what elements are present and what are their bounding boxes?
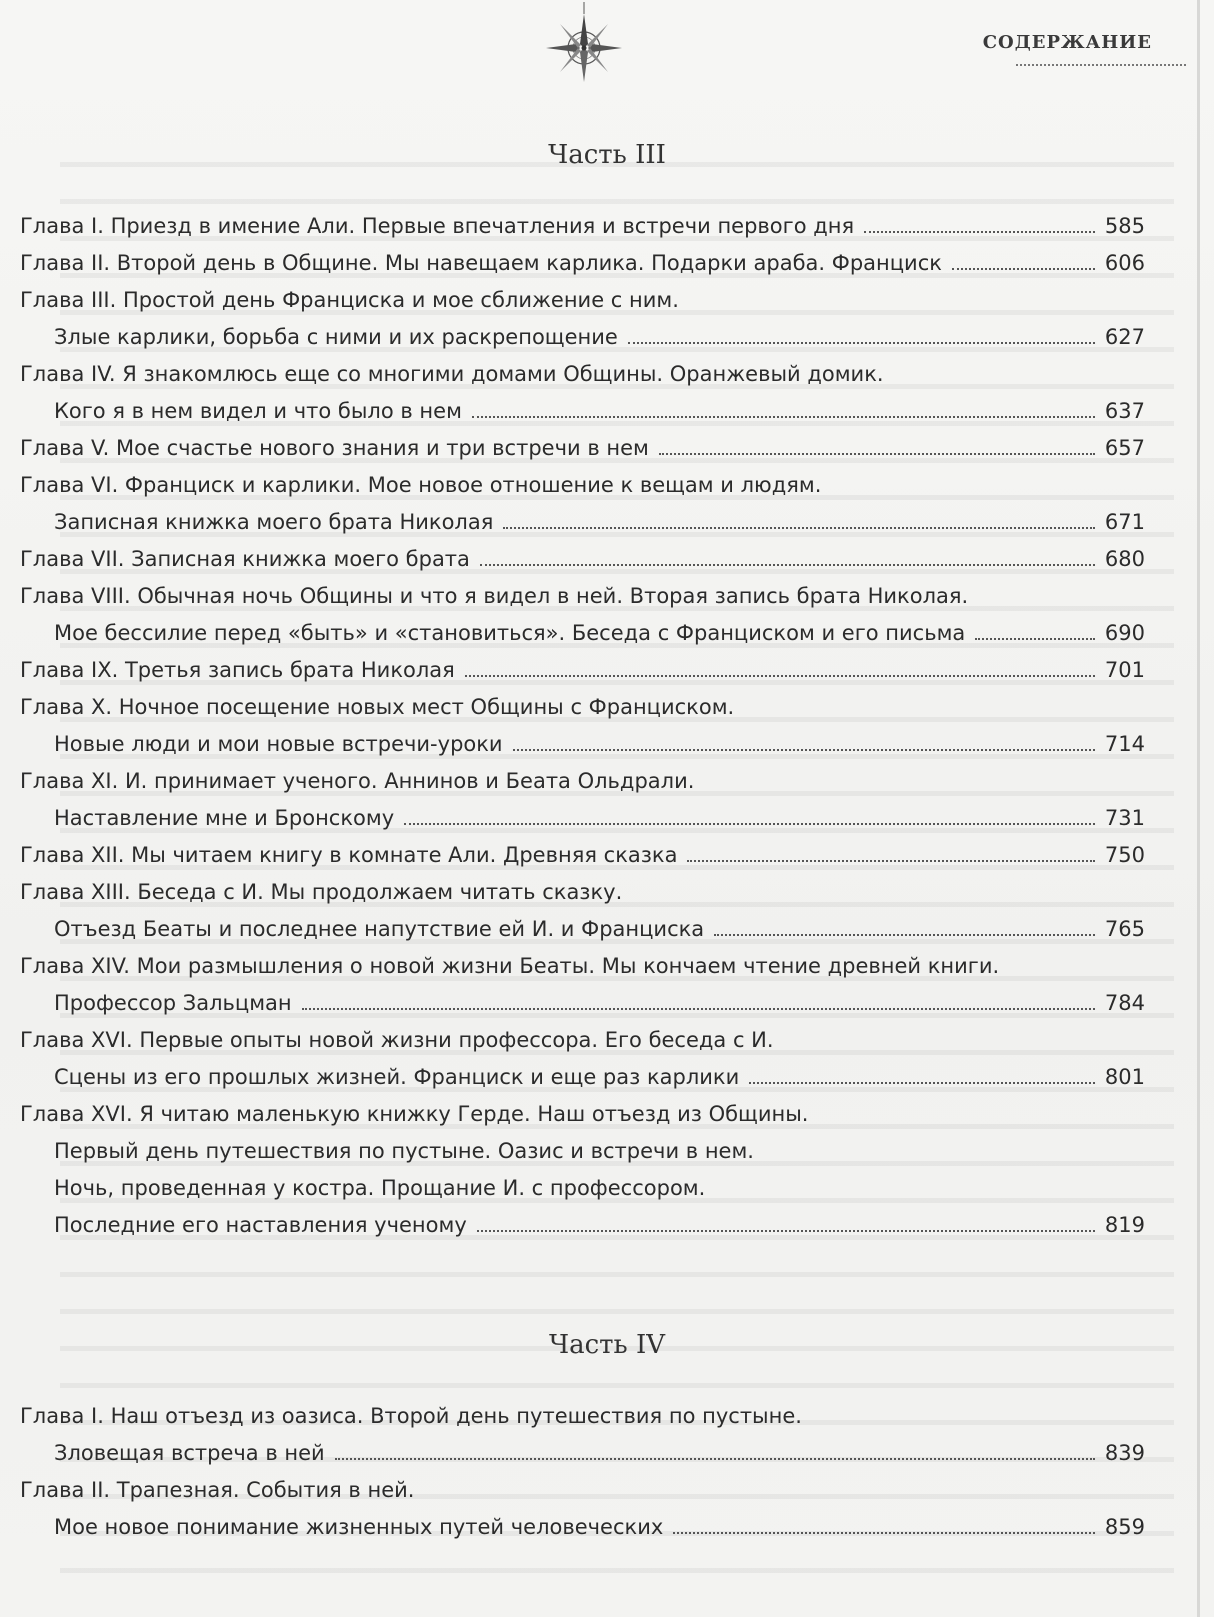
page-number: 731 — [1104, 806, 1145, 830]
chapter-title-text: Злые карлики, борьба с ними и их раскрепощение — [54, 325, 618, 349]
chapter-title-line — [20, 245, 1145, 282]
chapter-title-line — [20, 578, 1145, 615]
toc-entry — [20, 467, 1145, 541]
chapter-title-line — [20, 282, 1145, 319]
chapter-title-continuation — [20, 800, 1145, 837]
chapter-title-line — [20, 467, 1145, 504]
toc-entry — [20, 430, 1145, 467]
dot-leader — [628, 341, 1095, 344]
dot-leader — [749, 1081, 1095, 1084]
chapter-title-text: Записная книжка моего брата Николая — [54, 510, 494, 534]
toc-entry — [20, 356, 1145, 430]
page-number: 701 — [1104, 658, 1145, 682]
dot-leader — [477, 1229, 1095, 1232]
chapter-title-text: Глава I. Приезд в имение Али. Первые впечатления и встречи первого дня — [20, 214, 855, 238]
toc-entry — [20, 208, 1145, 245]
dot-leader — [472, 415, 1095, 418]
chapter-title-continuation — [20, 1207, 1145, 1244]
chapter-title-text: Отъезд Беаты и последнее напутствие ей И. и Франциска — [54, 917, 705, 941]
dot-leader — [513, 748, 1095, 751]
chapter-title-text: Глава XII. Мы читаем книгу в комнате Али. Древняя сказка — [20, 843, 678, 867]
chapter-title-line — [20, 763, 1145, 800]
chapter-title-continuation — [20, 504, 1145, 541]
page-number: 657 — [1104, 436, 1145, 460]
page-number: 606 — [1104, 251, 1145, 275]
chapter-title-text: Глава III. Простой день Франциска и мое сближение с ним. — [20, 288, 679, 312]
chapter-title-text: Первый день путешествия по пустыне. Оазис и встречи в нем. — [54, 1139, 754, 1163]
chapter-title-text: Последние его наставления ученому — [54, 1213, 467, 1237]
part-title: Часть III — [548, 140, 666, 170]
page-number: 585 — [1104, 214, 1145, 238]
chapter-title-text: Ночь, проведенная у костра. Прощание И. с профессором. — [54, 1176, 706, 1200]
part-title: Часть IV — [548, 1330, 665, 1360]
chapter-title-text: Глава XI. И. принимает ученого. Аннинов и Беата Ольдрали. — [20, 769, 695, 793]
page-number: 627 — [1104, 325, 1145, 349]
chapter-title-text: Кого я в нем видел и что было в нем — [54, 399, 462, 423]
dot-leader — [480, 563, 1095, 566]
toc-entry — [20, 652, 1145, 689]
page-number: 750 — [1104, 843, 1145, 867]
page-number: 690 — [1104, 621, 1145, 645]
chapter-title-text: Новые люди и мои новые встречи-уроки — [54, 732, 503, 756]
dot-leader — [659, 452, 1095, 455]
toc-entry — [20, 948, 1145, 1022]
page-number: 839 — [1104, 1441, 1145, 1465]
page-number: 784 — [1104, 991, 1145, 1015]
page-number: 671 — [1104, 510, 1145, 534]
chapter-title-continuation — [20, 393, 1145, 430]
chapter-title-continuation — [20, 1509, 1145, 1546]
dot-leader — [714, 933, 1095, 936]
chapter-title-line — [20, 356, 1145, 393]
chapter-title-text: Глава X. Ночное посещение новых мест Общины с Франциском. — [20, 695, 735, 719]
chapter-title-text: Глава I. Наш отъезд из оазиса. Второй день путешествия по пустыне. — [20, 1404, 802, 1428]
chapter-title-text: Мое бессилие перед «быть» и «становиться». Беседа с Франциском и его письма — [54, 621, 966, 645]
chapter-title-text: Глава IV. Я знакомлюсь еще со многими домами Общины. Оранжевый домик. — [20, 362, 884, 386]
chapter-title-continuation — [20, 1059, 1145, 1096]
chapter-title-text: Сцены из его прошлых жизней. Франциск и еще раз карлики — [54, 1065, 740, 1089]
page-number: 714 — [1104, 732, 1145, 756]
dot-leader — [864, 230, 1095, 233]
chapter-title-text: Профессор Зальцман — [54, 991, 292, 1015]
chapter-title-text: Глава II. Трапезная. События в ней. — [20, 1478, 415, 1502]
chapter-title-line — [20, 689, 1145, 726]
chapter-title-continuation — [20, 1435, 1145, 1472]
chapter-title-text: Глава XVI. Первые опыты новой жизни профессора. Его беседа с И. — [20, 1028, 774, 1052]
dot-leader — [335, 1457, 1095, 1460]
chapter-title-line — [20, 837, 1145, 874]
chapter-title-line — [20, 208, 1145, 245]
running-head: СОДЕРЖАНИЕ — [982, 32, 1152, 53]
toc-entry — [20, 1398, 1145, 1472]
page-number: 801 — [1104, 1065, 1145, 1089]
dot-leader — [404, 822, 1095, 825]
toc-entry — [20, 763, 1145, 837]
toc-entry — [20, 1096, 1145, 1244]
page-number: 765 — [1104, 917, 1145, 941]
chapter-title-text: Глава XIII. Беседа с И. Мы продолжаем читать сказку. — [20, 880, 623, 904]
chapter-title-line — [20, 430, 1145, 467]
chapter-title-continuation — [20, 1133, 1145, 1170]
toc-entry — [20, 874, 1145, 948]
chapter-title-continuation — [20, 726, 1145, 763]
page-number: 859 — [1104, 1515, 1145, 1539]
toc-entry — [20, 1022, 1145, 1096]
toc-entry — [20, 837, 1145, 874]
toc-entry — [20, 1472, 1145, 1546]
chapter-title-text: Глава II. Второй день в Общине. Мы навещаем карлика. Подарки араба. Франциск — [20, 251, 942, 275]
chapter-title-line — [20, 874, 1145, 911]
toc-entry — [20, 245, 1145, 282]
chapter-title-line — [20, 1472, 1145, 1509]
page-number: 637 — [1104, 399, 1145, 423]
chapter-title-text: Глава V. Мое счастье нового знания и три встречи в нем — [20, 436, 649, 460]
page-number: 680 — [1104, 547, 1145, 571]
chapter-title-continuation — [20, 911, 1145, 948]
compass-rose-icon — [534, 2, 634, 92]
chapter-title-text: Глава VI. Франциск и карлики. Мое новое отношение к вещам и людям. — [20, 473, 822, 497]
chapter-title-text: Глава VIII. Обычная ночь Общины и что я видел в ней. Вторая запись брата Николая. — [20, 584, 969, 608]
chapter-title-continuation — [20, 1170, 1145, 1207]
chapter-title-line — [20, 541, 1145, 578]
toc-part-3 — [20, 208, 1145, 1244]
dot-leader — [673, 1531, 1095, 1534]
chapter-title-text: Глава XIV. Мои размышления о новой жизни Беаты. Мы кончаем чтение древней книги. — [20, 954, 1000, 978]
toc-entry — [20, 282, 1145, 356]
chapter-title-text: Наставление мне и Бронскому — [54, 806, 395, 830]
chapter-title-continuation — [20, 319, 1145, 356]
chapter-title-text: Мое новое понимание жизненных путей человеческих — [54, 1515, 664, 1539]
chapter-title-text: Зловещая встреча в ней — [54, 1441, 325, 1465]
dot-leader — [687, 859, 1094, 862]
dot-leader — [975, 637, 1095, 640]
toc-entry — [20, 578, 1145, 652]
dot-leader — [952, 267, 1095, 270]
chapter-title-line — [20, 948, 1145, 985]
chapter-title-line — [20, 1398, 1145, 1435]
toc-entry — [20, 689, 1145, 763]
running-head-rule — [1016, 64, 1186, 66]
chapter-title-line — [20, 652, 1145, 689]
page-number: 819 — [1104, 1213, 1145, 1237]
chapter-title-continuation — [20, 615, 1145, 652]
toc-part-4 — [20, 1398, 1145, 1546]
toc-entry — [20, 541, 1145, 578]
chapter-title-text: Глава XVI. Я читаю маленькую книжку Герде. Наш отъезд из Общины. — [20, 1102, 809, 1126]
page-edge — [1197, 0, 1200, 1617]
chapter-title-continuation — [20, 985, 1145, 1022]
chapter-title-line — [20, 1096, 1145, 1133]
chapter-title-line — [20, 1022, 1145, 1059]
dot-leader — [302, 1007, 1095, 1010]
dot-leader — [503, 526, 1095, 529]
chapter-title-text: Глава IX. Третья запись брата Николая — [20, 658, 455, 682]
dot-leader — [465, 674, 1095, 677]
chapter-title-text: Глава VII. Записная книжка моего брата — [20, 547, 470, 571]
